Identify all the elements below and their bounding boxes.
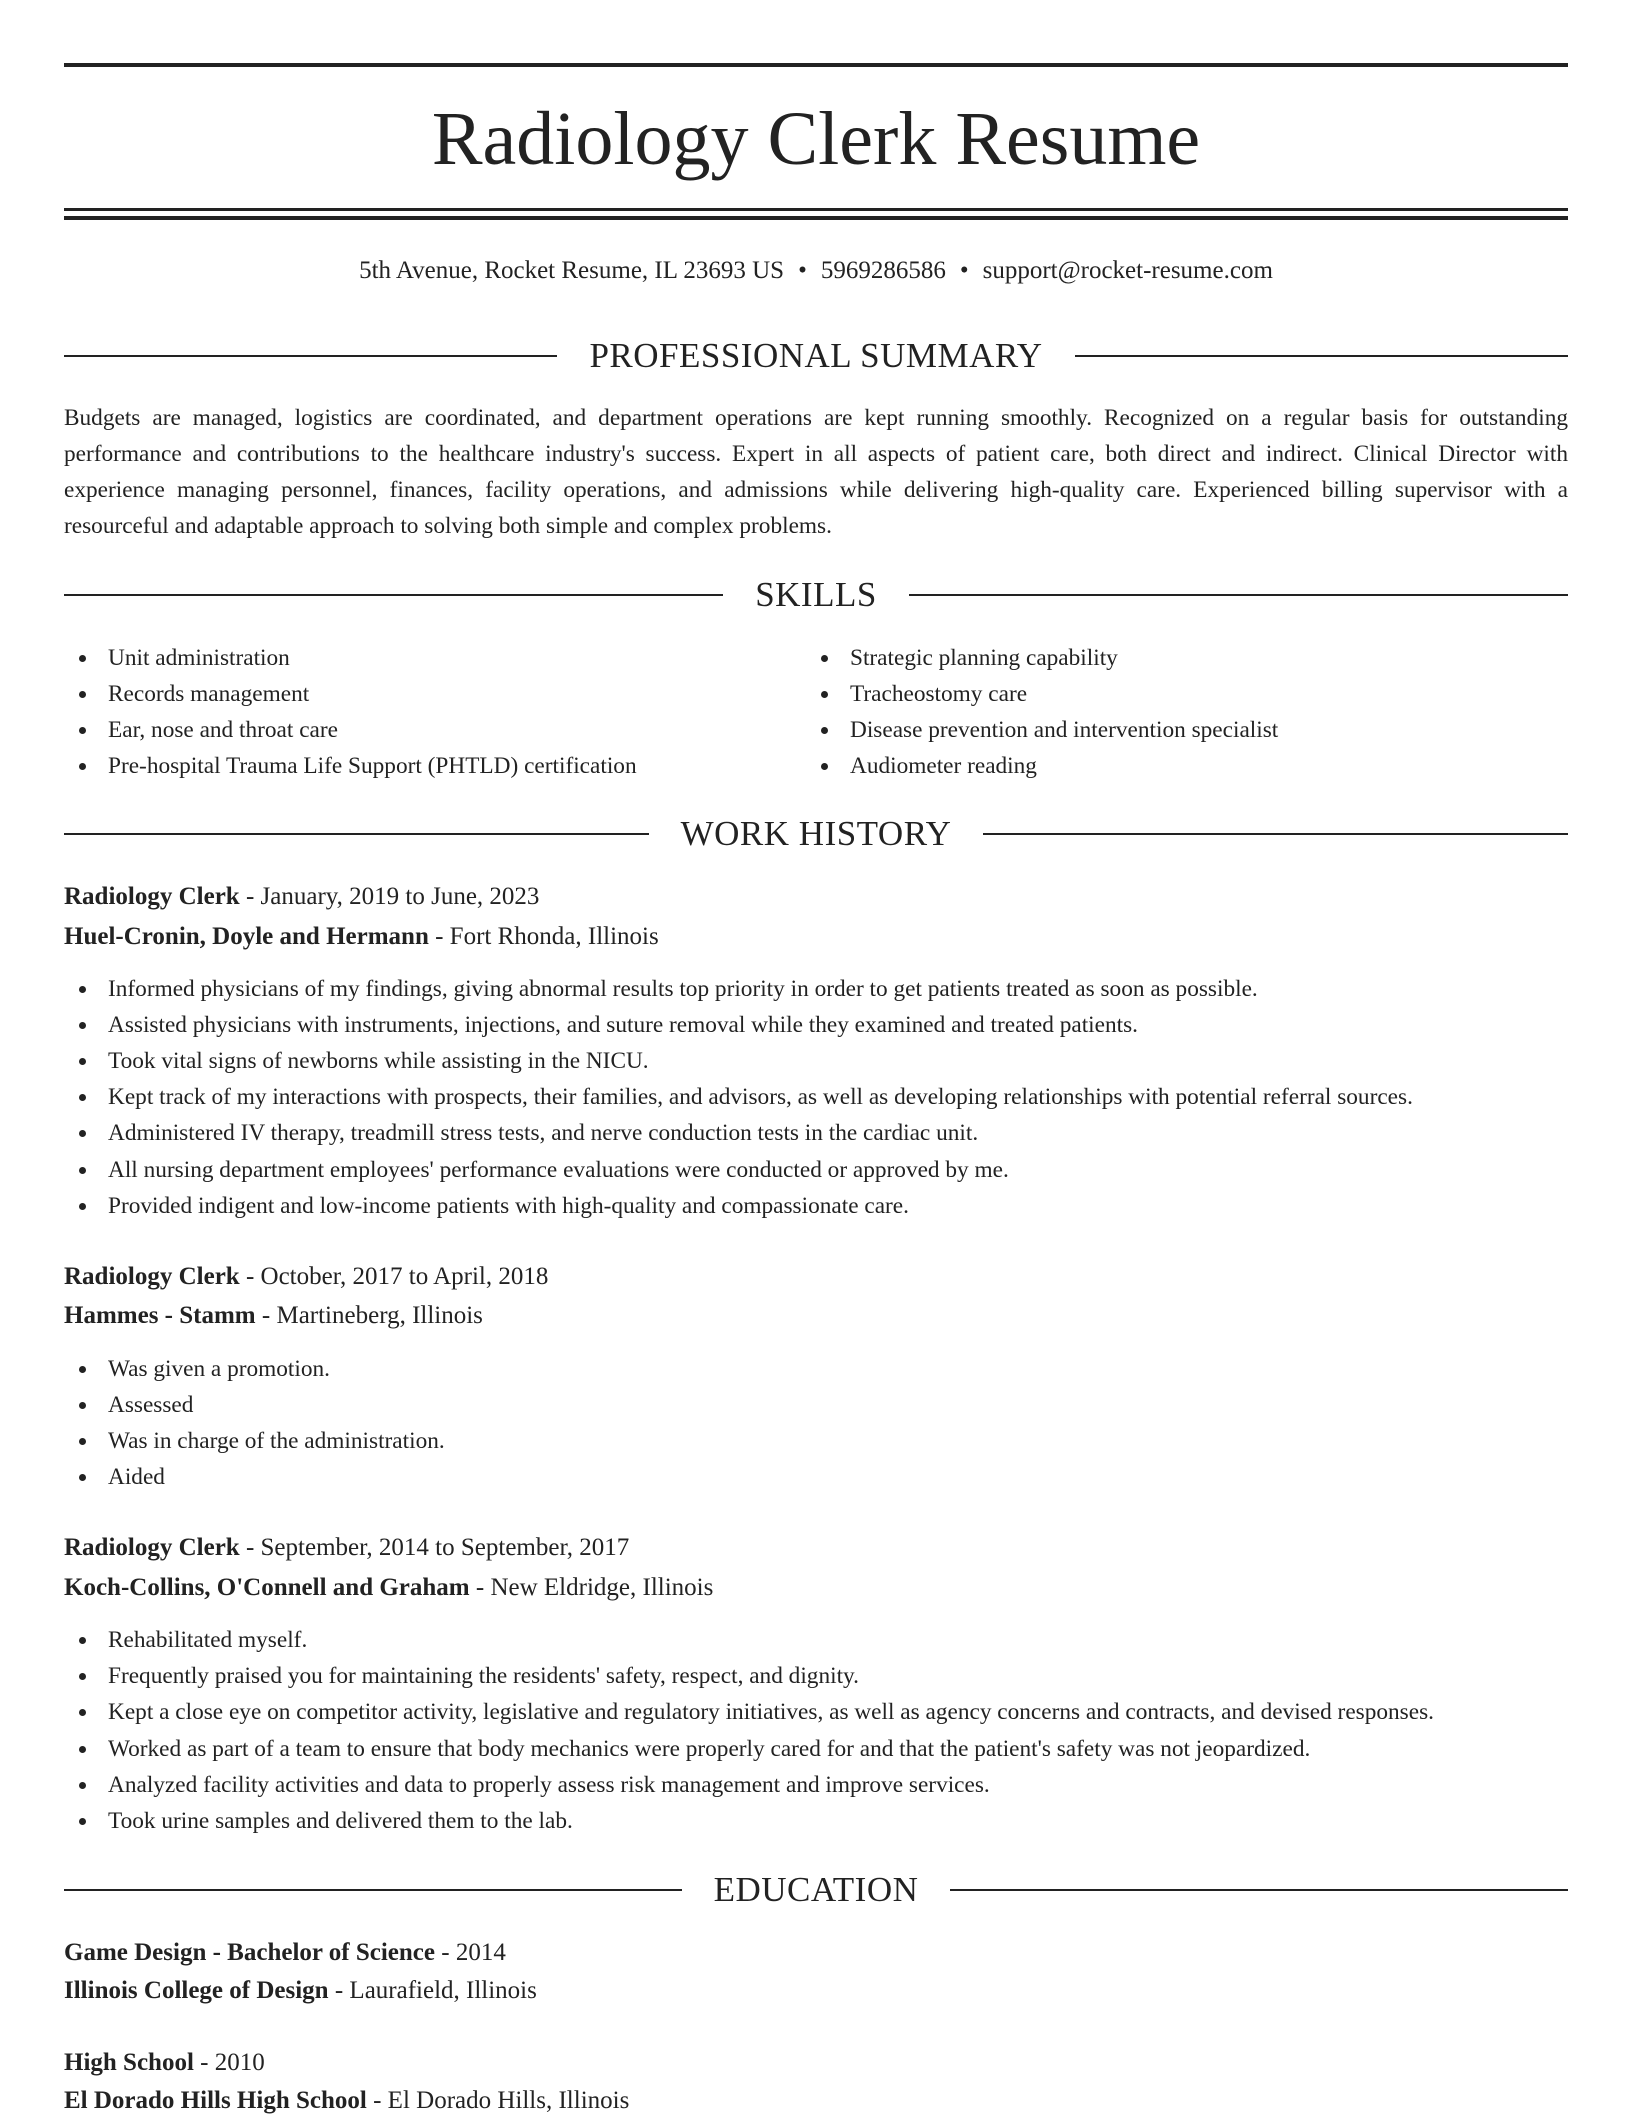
job-dates: - January, 2019 to June, 2023 xyxy=(239,883,540,910)
job-company: Koch-Collins, O'Connell and Graham xyxy=(64,1574,470,1601)
job-location: - Martineberg, Illinois xyxy=(255,1302,483,1329)
professional-summary-text: Budgets are managed, logistics are coordinated, and department operations are kept running smoothly. Recognized on a regular basis for outstanding performance and contributions to the healthcare industry's success. Expert in all aspects of patient care, both direct and indirect. Clinical Director with experience managing personnel, finances, facility operations, and admissions while delivering high-quality care. Experienced billing supervisor with a resourceful and adaptable approach to solving both simple and complex problems. xyxy=(64,405,1568,539)
skill-item: Strategic planning capability xyxy=(806,640,1526,676)
education-school-line xyxy=(64,2084,1568,2118)
job-company: Hammes - Stamm xyxy=(64,1302,256,1329)
education-location: - Laurafield, Illinois xyxy=(328,1977,537,2004)
job-title-line xyxy=(64,880,1568,914)
title-double-rule-lower xyxy=(64,216,1568,220)
section-rule-right xyxy=(909,594,1568,596)
job-bullets xyxy=(64,971,1568,1224)
section-rule-left xyxy=(64,355,557,357)
education-degree: High School xyxy=(64,2049,194,2076)
job-bullet: Provided indigent and low-income patients with high-quality and compassionate care. xyxy=(64,1188,1568,1224)
section-rule-left xyxy=(64,594,723,596)
job-title: Radiology Clerk xyxy=(64,883,240,910)
job-bullet: Was in charge of the administration. xyxy=(64,1423,1568,1459)
job-bullet: Took urine samples and delivered them to the lab. xyxy=(64,1803,1568,1839)
skills-list-right xyxy=(806,640,1526,784)
section-header-skills xyxy=(64,575,1568,615)
skill-item: Tracheostomy care xyxy=(806,676,1526,712)
job-bullets xyxy=(64,1622,1568,1839)
job-bullet: Assessed xyxy=(64,1387,1568,1423)
job-company-line xyxy=(64,1299,1568,1333)
job-company-line xyxy=(64,920,1568,954)
skill-item: Audiometer reading xyxy=(806,748,1526,784)
job-dates: - October, 2017 to April, 2018 xyxy=(239,1263,549,1290)
skill-item: Pre-hospital Trauma Life Support (PHTLD) certification xyxy=(64,748,784,784)
job-bullet: Aided xyxy=(64,1459,1568,1495)
job-bullet: All nursing department employees' performance evaluations were conducted or approved by me. xyxy=(64,1152,1568,1188)
job-bullet: Took vital signs of newborns while assisting in the NICU. xyxy=(64,1043,1568,1079)
contact-phone: 5969286586 xyxy=(820,257,946,284)
section-rule-left xyxy=(64,833,649,835)
education-degree-line xyxy=(64,2046,1568,2080)
job-company: Huel-Cronin, Doyle and Hermann xyxy=(64,923,429,950)
education-degree-line xyxy=(64,1936,1568,1970)
section-rule-right xyxy=(1075,355,1568,357)
job-bullet: Was given a promotion. xyxy=(64,1351,1568,1387)
section-rule-left xyxy=(64,1889,682,1891)
section-title-skills: SKILLS xyxy=(755,575,877,614)
education-school-line xyxy=(64,1974,1568,2008)
job-title-line xyxy=(64,1531,1568,1565)
section-header-education xyxy=(64,1870,1568,1910)
job-title: Radiology Clerk xyxy=(64,1534,240,1561)
job-bullet: Analyzed facility activities and data to properly assess risk management and improve services. xyxy=(64,1767,1568,1803)
education-location: - El Dorado Hills, Illinois xyxy=(366,2087,630,2114)
skills-list-left xyxy=(64,640,784,784)
job-bullets xyxy=(64,1351,1568,1495)
section-header-summary xyxy=(64,336,1568,376)
job-bullet: Worked as part of a team to ensure that body mechanics were properly cared for and that the patient's safety was not jeopardized. xyxy=(64,1731,1568,1767)
education-year: - 2014 xyxy=(435,1939,506,1966)
section-rule-right xyxy=(950,1889,1568,1891)
job-dates: - September, 2014 to September, 2017 xyxy=(239,1534,630,1561)
contact-separator: • xyxy=(959,257,969,284)
education-school: Illinois College of Design xyxy=(64,1977,329,2004)
contact-email: support@rocket-resume.com xyxy=(982,257,1273,284)
top-rule xyxy=(64,63,1568,67)
skill-item: Ear, nose and throat care xyxy=(64,712,784,748)
section-title-work-history: WORK HISTORY xyxy=(680,814,952,853)
job-bullet: Rehabilitated myself. xyxy=(64,1622,1568,1658)
education-year: - 2010 xyxy=(193,2049,265,2076)
section-rule-right xyxy=(983,833,1568,835)
contact-separator: • xyxy=(798,257,807,284)
skill-item: Unit administration xyxy=(64,640,784,676)
job-bullet: Kept track of my interactions with prospects, their families, and advisors, as well as developing relationships with potential referral sources. xyxy=(64,1079,1568,1115)
job-location: - New Eldridge, Illinois xyxy=(469,1574,714,1601)
skill-item: Records management xyxy=(64,676,784,712)
section-header-work-history xyxy=(64,814,1568,854)
contact-address: 5th Avenue, Rocket Resume, IL 23693 US xyxy=(359,257,785,284)
contact-line xyxy=(64,255,1568,287)
education-school: El Dorado Hills High School xyxy=(64,2087,367,2114)
section-title-education: EDUCATION xyxy=(713,1870,919,1909)
skill-item: Disease prevention and intervention specialist xyxy=(806,712,1526,748)
job-bullet: Administered IV therapy, treadmill stress tests, and nerve conduction tests in the cardiac unit. xyxy=(64,1115,1568,1151)
education-degree: Game Design - Bachelor of Science xyxy=(64,1939,435,1966)
job-bullet: Kept a close eye on competitor activity, legislative and regulatory initiatives, as well as agency concerns and contracts, and devised responses. xyxy=(64,1694,1568,1730)
job-bullet: Frequently praised you for maintaining the residents' safety, respect, and dignity. xyxy=(64,1658,1568,1694)
job-bullet: Informed physicians of my findings, giving abnormal results top priority in order to get patients treated as soon as possible. xyxy=(64,971,1568,1007)
job-location: - Fort Rhonda, Illinois xyxy=(428,923,659,950)
resume-title: Radiology Clerk Resume xyxy=(431,97,1201,181)
job-company-line xyxy=(64,1571,1568,1605)
job-bullet: Assisted physicians with instruments, injections, and suture removal while they examined and treated patients. xyxy=(64,1007,1568,1043)
job-title-line xyxy=(64,1260,1568,1294)
title-double-rule-upper xyxy=(64,208,1568,211)
section-title-summary: PROFESSIONAL SUMMARY xyxy=(589,336,1043,375)
job-title: Radiology Clerk xyxy=(64,1263,240,1290)
